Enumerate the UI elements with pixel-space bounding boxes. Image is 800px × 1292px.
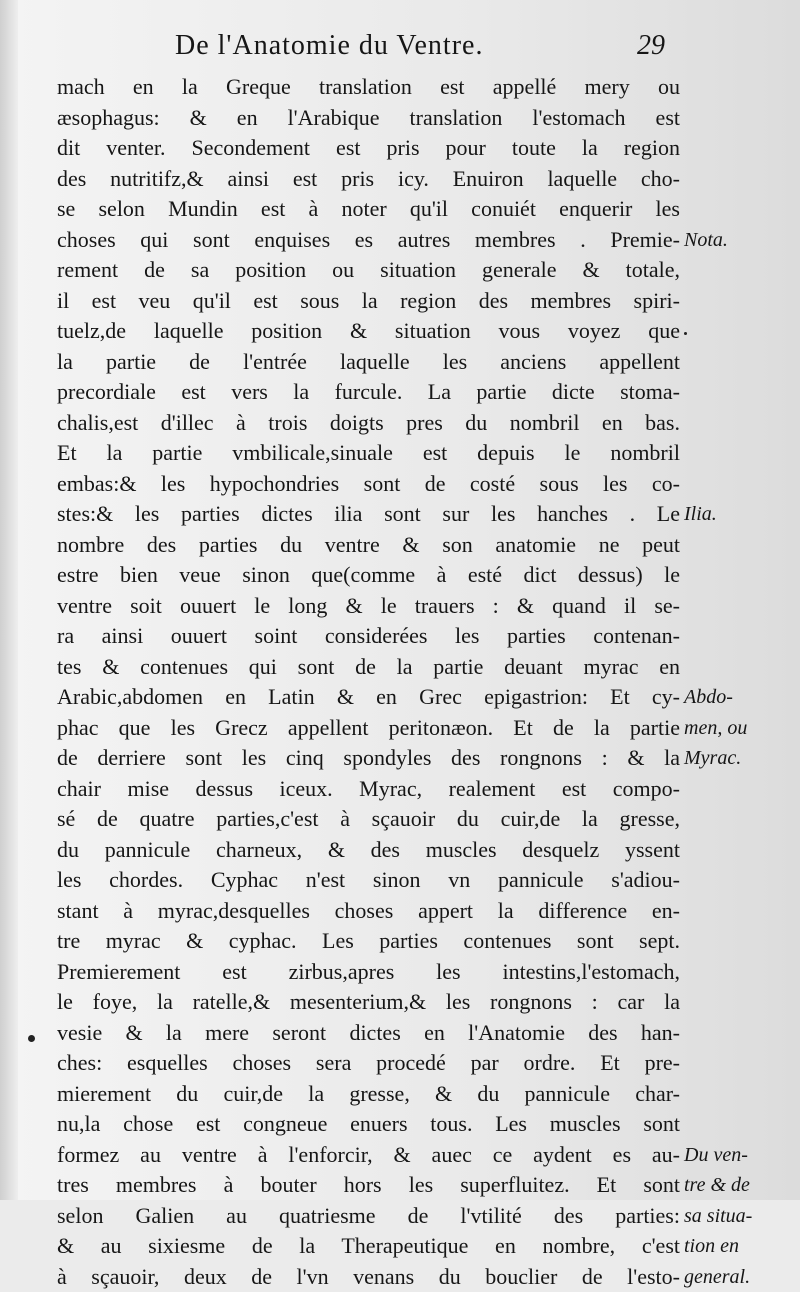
text-line: mach en la Greque translation est appellé mery ou xyxy=(57,72,680,103)
text-line: Arabic,abdomen en Latin & en Grec epigastrion: Et cy- xyxy=(57,682,680,713)
page-number: 29 xyxy=(637,30,665,62)
binding-gutter xyxy=(0,0,18,1200)
margin-note: tre & de xyxy=(684,1170,750,1200)
text-line: nombre des parties du ventre & son anatomie ne peut xyxy=(57,530,680,561)
text-line: le foye, la ratelle,& mesenterium,& les rongnons : car la xyxy=(57,987,680,1018)
text-line: Et la partie vmbilicale,sinuale est depuis le nombril xyxy=(57,438,680,469)
margin-note: Nota. xyxy=(684,225,728,255)
text-line: & au sixiesme de la Therapeutique en nombre, c'est xyxy=(57,1231,680,1262)
text-line: des nutritifz,& ainsi est pris icy. Enuiron laquelle cho- xyxy=(57,164,680,195)
text-line: choses qui sont enquises es autres membres . Premie- xyxy=(57,225,680,256)
ink-speck xyxy=(684,332,687,335)
text-line: dit venter. Secondement est pris pour toute la region xyxy=(57,133,680,164)
margin-note: Abdo- xyxy=(684,682,733,712)
text-line: stant à myrac,desquelles choses appert la difference en- xyxy=(57,896,680,927)
text-line: les chordes. Cyphac n'est sinon vn pannicule s'adiou- xyxy=(57,865,680,896)
margin-note: Ilia. xyxy=(684,499,717,529)
margin-note: general. xyxy=(684,1262,750,1292)
text-line: vesie & la mere seront dictes en l'Anatomie des han- xyxy=(57,1018,680,1049)
running-title: De l'Anatomie du Ventre. xyxy=(175,30,483,62)
body-text-block xyxy=(57,72,680,1292)
margin-note: Du ven- xyxy=(684,1140,748,1170)
text-line: rement de sa position ou situation generale & totale, xyxy=(57,255,680,286)
text-line: tres membres à bouter hors les superfluitez. Et sont xyxy=(57,1170,680,1201)
text-line: phac que les Grecz appellent peritonæon. Et de la partie xyxy=(57,713,680,744)
ink-speck xyxy=(28,1035,35,1042)
text-line: tuelz,de laquelle position & situation vous voyez que xyxy=(57,316,680,347)
margin-note: men, ou xyxy=(684,713,747,743)
text-line: selon Galien au quatriesme de l'vtilité des parties: xyxy=(57,1201,680,1232)
page-header xyxy=(175,30,665,70)
text-line: du pannicule charneux, & des muscles desquelz yssent xyxy=(57,835,680,866)
text-line: stes:& les parties dictes ilia sont sur les hanches . Le xyxy=(57,499,680,530)
text-line: mierement du cuir,de la gresse, & du pannicule char- xyxy=(57,1079,680,1110)
margin-note: tion en xyxy=(684,1231,739,1261)
text-line: nu,la chose est congneue enuers tous. Les muscles sont xyxy=(57,1109,680,1140)
text-line: Premierement est zirbus,apres les intestins,l'estomach, xyxy=(57,957,680,988)
text-line: æsophagus: & en l'Arabique translation l'estomach est xyxy=(57,103,680,134)
text-line: la partie de l'entrée laquelle les anciens appellent xyxy=(57,347,680,378)
text-line: sé de quatre parties,c'est à sçauoir du cuir,de la gresse, xyxy=(57,804,680,835)
text-line: de derriere sont les cinq spondyles des rongnons : & la xyxy=(57,743,680,774)
text-line: formez au ventre à l'enforcir, & auec ce aydent es au- xyxy=(57,1140,680,1171)
text-line: il est veu qu'il est sous la region des membres spiri- xyxy=(57,286,680,317)
text-line: precordiale est vers la furcule. La partie dicte stoma- xyxy=(57,377,680,408)
margin-note: sa situa- xyxy=(684,1201,752,1231)
text-line: se selon Mundin est à noter qu'il conuiét enquerir les xyxy=(57,194,680,225)
text-line: embas:& les hypochondries sont de costé sous les co- xyxy=(57,469,680,500)
margin-note: Myrac. xyxy=(684,743,741,773)
text-line: tes & contenues qui sont de la partie deuant myrac en xyxy=(57,652,680,683)
text-line: estre bien veue sinon que(comme à esté dict dessus) le xyxy=(57,560,680,591)
text-line: ra ainsi ouuert soint considerées les parties contenan- xyxy=(57,621,680,652)
text-line: chalis,est d'illec à trois doigts pres du nombril en bas. xyxy=(57,408,680,439)
text-line: chair mise dessus iceux. Myrac, realement est compo- xyxy=(57,774,680,805)
text-line: ches: esquelles choses sera procedé par ordre. Et pre- xyxy=(57,1048,680,1079)
text-line: ventre soit ouuert le long & le trauers : & quand il se- xyxy=(57,591,680,622)
text-line: tre myrac & cyphac. Les parties contenues sont sept. xyxy=(57,926,680,957)
text-line: à sçauoir, deux de l'vn venans du bouclier de l'esto- xyxy=(57,1262,680,1292)
